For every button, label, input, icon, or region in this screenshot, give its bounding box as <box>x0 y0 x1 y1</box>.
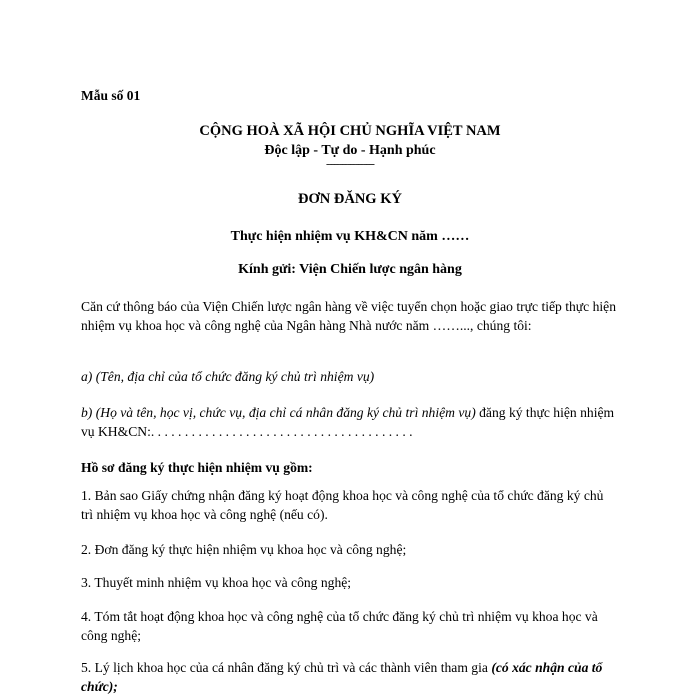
header-separator: ------------------ <box>326 158 374 170</box>
item-b-italic: b) (Họ và tên, học vị, chức vụ, địa chỉ cá nhân đăng ký chủ trì nhiệm vụ) <box>81 405 476 420</box>
national-motto: Độc lập - Tự do - Hạnh phúc <box>264 143 436 158</box>
list-item: 3. Thuyết minh nhiệm vụ khoa học và công nghệ; <box>81 575 352 590</box>
form-number: Mẫu số 01 <box>81 88 141 103</box>
item-5-text: 5. Lý lịch khoa học của cá nhân đăng ký chủ trì và các thành viên tham gia <box>81 660 492 675</box>
list-item: 2. Đơn đăng ký thực hiện nhiệm vụ khoa học và công nghệ; <box>81 542 407 557</box>
item-5-note: (có xác nhận của tổ chức); <box>81 660 603 694</box>
intro-paragraph: Căn cứ thông báo của Viện Chiến lược ngân hàng về việc tuyển chọn hoặc giao trực tiếp thực hiện nhiệm vụ khoa học và công nghệ của Ngân hàng Nhà nước năm ……..., chúng tôi: <box>81 299 617 333</box>
item-b-rest: đăng ký thực hiện nhiệm vụ KH&CN:. . . . . . . . . . . . . . . . . . . . . . . . . . . . . . . . . . . . . . . <box>81 405 615 439</box>
list-item: 1. Bản sao Giấy chứng nhận đăng ký hoạt động khoa học và công nghệ của tổ chức đăng ký chủ trì nhiệm vụ khoa học và công nghệ (nếu có). <box>81 488 604 522</box>
list-item: 4. Tóm tắt hoạt động khoa học và công nghệ của tổ chức đăng ký chủ trì nhiệm vụ khoa học và công nghệ; <box>81 609 598 643</box>
document-title: ĐƠN ĐĂNG KÝ <box>298 191 402 207</box>
document-subtitle: Thực hiện nhiệm vụ KH&CN năm …… <box>230 229 470 244</box>
dossier-heading: Hồ sơ đăng ký thực hiện nhiệm vụ gồm: <box>81 460 313 475</box>
item-a: a) (Tên, địa chỉ của tổ chức đăng ký chủ trì nhiệm vụ) <box>81 369 375 384</box>
item-b <box>81 403 616 441</box>
country-name: CỘNG HOÀ XÃ HỘI CHỦ NGHĨA VIỆT NAM <box>199 123 501 139</box>
recipient-line: Kính gửi: Viện Chiến lược ngân hàng <box>238 262 462 277</box>
list-item <box>81 658 616 696</box>
